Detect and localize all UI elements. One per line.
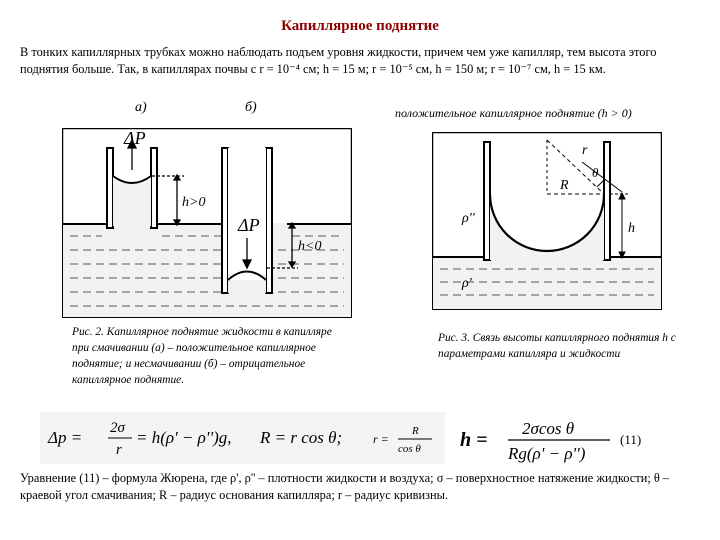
- fig3-heading: положительное капиллярное поднятие (h > 0): [395, 106, 632, 120]
- dp-numerator: 2σ: [110, 420, 125, 436]
- fig2-diagram: [62, 128, 352, 318]
- h-lhs: h =: [460, 429, 488, 451]
- fig2-caption: Рис. 2. Капиллярное поднятие жидкости в капилляре при смачивании (а) – положительное капиллярное поднятие; и несмачивании (б) – отрицательное капиллярное поднятие.: [72, 326, 332, 386]
- h-numerator: 2σcos θ: [522, 419, 575, 438]
- label-b: б): [245, 100, 257, 115]
- delta-p-label-a: ΔP: [124, 128, 146, 148]
- h-label: h: [628, 221, 635, 236]
- page-title: Капиллярное поднятие: [281, 18, 439, 34]
- h-positive-label: h>0: [182, 195, 206, 210]
- r-relation: R = r cos θ;: [260, 428, 343, 447]
- r-numerator: R: [412, 425, 419, 437]
- r-denominator: cos θ: [398, 443, 421, 455]
- small-r-label: r: [582, 143, 588, 158]
- h-negative-label: h<0: [298, 239, 322, 254]
- theta-label: θ: [592, 165, 599, 180]
- r-lhs: r =: [373, 432, 389, 446]
- rho-liquid-label: ρ': [462, 276, 472, 291]
- intro-paragraph: В тонких капиллярных трубках можно наблюдать подъем уровня жидкости, причем чем уже капилляр, тем высота этого поднятия больше. Так, в капиллярах почвы с r = 10⁻⁴ см; h = 15 м; r = 10⁻⁵ см, h = 150 м; r = 10⁻⁷ см, h = 15 км.: [20, 45, 657, 76]
- dp-rhs: = h(ρ' − ρ'')g,: [136, 428, 232, 447]
- explanation-paragraph: Уравнение (11) – формула Жюрена, где ρ', ρ'' – плотности жидкости и воздуха; σ – поверхностное натяжение жидкости; θ – краевой угол смачивания; R – радиус основания капилляра; r – радиус кривизны.: [20, 471, 670, 502]
- label-a: а): [135, 100, 147, 115]
- h-denominator: Rg(ρ' − ρ''): [508, 444, 586, 463]
- dp-lhs: Δp =: [48, 428, 83, 447]
- formula-row: [40, 412, 445, 464]
- dp-denominator: r: [116, 442, 122, 458]
- jurin-formula: [460, 412, 700, 466]
- fig3-diagram: [432, 132, 662, 310]
- equation-number: (11): [620, 432, 642, 447]
- fig3-caption: Рис. 3. Связь высоты капиллярного поднятия h с параметрами капилляра и жидкости: [438, 332, 676, 360]
- delta-p-label-b: ΔP: [238, 215, 260, 235]
- big-r-label: R: [560, 178, 569, 193]
- rho-air-label: ρ'': [462, 211, 475, 226]
